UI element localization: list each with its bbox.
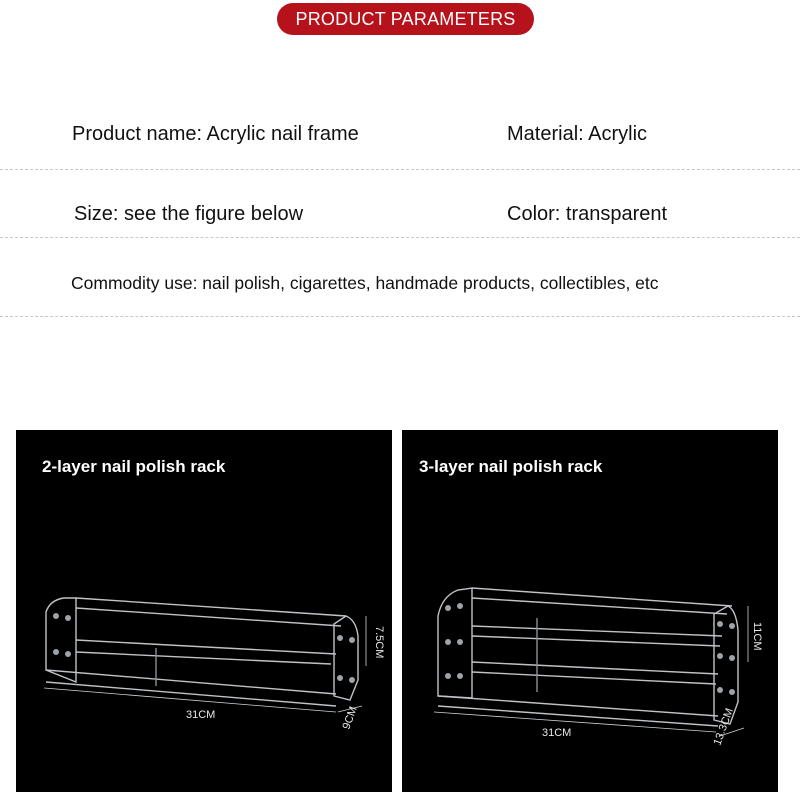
- size-text: Size: see the figure below: [74, 203, 304, 225]
- three-layer-height-label: 11CM: [751, 622, 763, 651]
- divider: [0, 316, 800, 317]
- color-text: Color: transparent: [507, 203, 668, 225]
- two-layer-rack-image: [16, 430, 392, 792]
- two-layer-height-label: 7.5CM: [373, 626, 385, 659]
- product-name-text: Product name: Acrylic nail frame: [72, 123, 359, 145]
- three-layer-length-label: 31CM: [542, 727, 572, 739]
- two-layer-rack-panel: [16, 430, 392, 792]
- two-layer-depth-label: 9CM: [340, 705, 360, 732]
- three-layer-rack-panel: [402, 430, 778, 792]
- divider: [0, 237, 800, 238]
- two-layer-length-label: 31CM: [186, 709, 216, 721]
- three-layer-rack-image: [402, 430, 778, 792]
- three-layer-rack-title: 3-layer nail polish rack: [419, 457, 603, 476]
- product-parameters-banner: PRODUCT PARAMETERS: [277, 3, 534, 35]
- three-layer-depth-label: 13.3CM: [711, 706, 736, 748]
- material-text: Material: Acrylic: [507, 123, 648, 145]
- divider: [0, 169, 800, 170]
- two-layer-rack-title: 2-layer nail polish rack: [42, 457, 226, 476]
- commodity-use-text: Commodity use: nail polish, cigarettes, handmade products, collectibles, etc: [71, 273, 659, 293]
